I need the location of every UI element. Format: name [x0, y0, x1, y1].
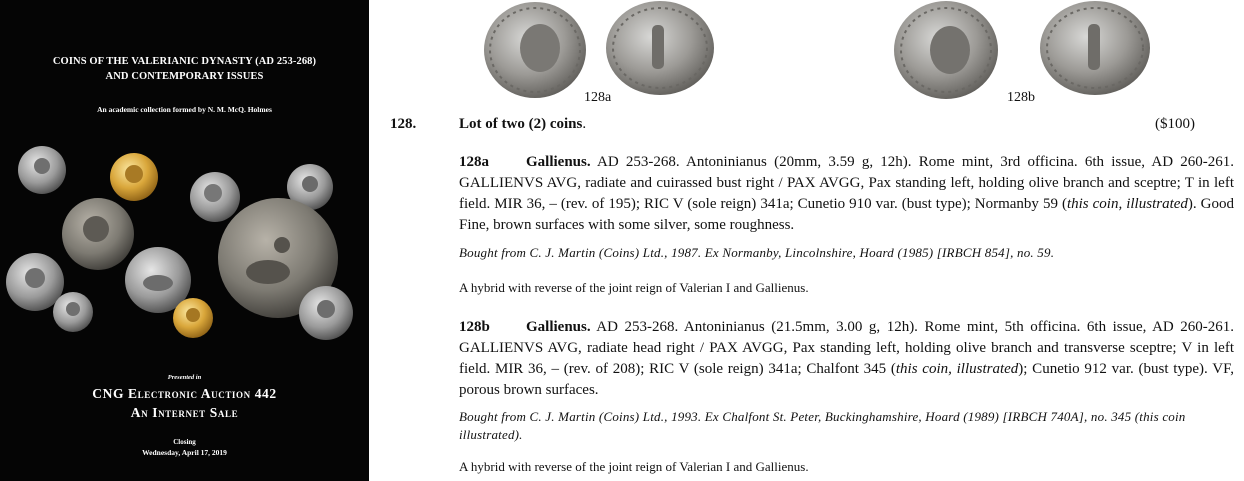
lot-entry-128a: [459, 152, 1234, 236]
entry-ruler: Gallienus.: [526, 154, 591, 170]
cover-auction-subtitle: An Internet Sale: [130, 405, 239, 420]
lot-title-text: Lot of two (2) coins: [459, 116, 583, 132]
cover-coin-1: [18, 146, 66, 194]
cover-title-line2: AND CONTEMPORARY ISSUES: [105, 71, 264, 82]
photo-label-128a: 128a: [584, 90, 612, 105]
cover-coin-10: [173, 298, 213, 338]
entry-code: 128b: [459, 319, 490, 335]
cover-subtitle: An academic collection formed by N. M. McQ. Holmes: [97, 105, 272, 114]
cover-coin-7: [6, 253, 64, 311]
entry-illustrated-note: this coin, illustrated: [1066, 196, 1188, 212]
lot-estimate: ($100): [1155, 116, 1195, 132]
cover-coin-5: [62, 198, 134, 270]
entry-description: AD 253-268. Antoninianus (20mm, 3.59 g, 12h). Rome mint, 3rd officina. 6th issue, AD 260-261. GALLIENVS AVG, radiate and cuirassed bust right / PAX AVGG, Pax standing left, holding olive branch and sceptre; T in left field. MIR 36, – (rev. of 195); RIC V (sole reign) 341a; Cunetio 910 var. (bust type); Normanby 59 (: [459, 154, 1234, 212]
lot-title-end: .: [582, 116, 587, 132]
coin-128a-obverse: [484, 2, 586, 98]
cover-closing-date: Wednesday, April 17, 2019: [142, 448, 227, 457]
entry-provenance-128a: Bought from C. J. Martin (Coins) Ltd., 1987. Ex Normanby, Lincolnshire, Hoard (1985) [IRBCH 854], no. 59.: [459, 245, 1055, 260]
entry-description: AD 253-268. Antoninianus (21.5mm, 3.00 g, 12h). Rome mint, 5th officina. 6th issue, AD 260-261. GALLIENVS AVG, radiate head right / PAX AVGG, Pax standing left, holding olive branch and transverse sceptre; V in left field. MIR 36, – (rev. of 208); RIC V (sole reign) 341a; Chalfont 345 (: [459, 319, 1234, 377]
cover-closing-label: Closing: [173, 438, 196, 446]
cover-coin-11: [299, 286, 353, 340]
entry-ruler: Gallienus.: [526, 319, 591, 335]
cover-coin-9: [53, 292, 93, 332]
entry-provenance-128b: Bought from C. J. Martin (Coins) Ltd., 1993. Ex Chalfont St. Peter, Buckinghamshire, Hoard (1989) [IRBCH 740A], no. 345 (this coin illustrated).: [459, 409, 1186, 442]
cover-auction-title: CNG Electronic Auction 442: [92, 386, 277, 401]
cover-coin-collage: [0, 135, 369, 350]
entry-note-128a: A hybrid with reverse of the joint reign of Valerian I and Gallienus.: [459, 280, 809, 295]
cover-title-line1: COINS OF THE VALERIANIC DYNASTY (AD 253-268): [52, 56, 317, 67]
lot-entry-128b: [459, 317, 1234, 401]
lot-number: 128.: [390, 116, 417, 132]
coin-128a-reverse: [606, 1, 714, 95]
catalog-cover: [0, 0, 369, 481]
entry-note-128b: A hybrid with reverse of the joint reign of Valerian I and Gallienus.: [459, 459, 809, 474]
entry-code: 128a: [459, 154, 489, 170]
lot-title: [459, 116, 586, 133]
entry-grade: ); Cunetio 912 var. (bust type). VF, porous brown surfaces.: [459, 361, 1234, 398]
cover-title: [0, 54, 369, 84]
coin-128b-reverse: [1040, 1, 1150, 95]
entry-grade: ). Good Fine, brown surfaces with some silver, some roughness.: [459, 196, 1234, 233]
cover-presented: Presented in: [167, 374, 202, 381]
cover-coin-3: [190, 172, 240, 222]
photo-label-128b: 128b: [1007, 90, 1035, 105]
coin-128b-obverse: [894, 1, 998, 99]
cover-coin-2: [110, 153, 158, 201]
entry-illustrated-note: this coin, illustrated: [895, 361, 1019, 377]
